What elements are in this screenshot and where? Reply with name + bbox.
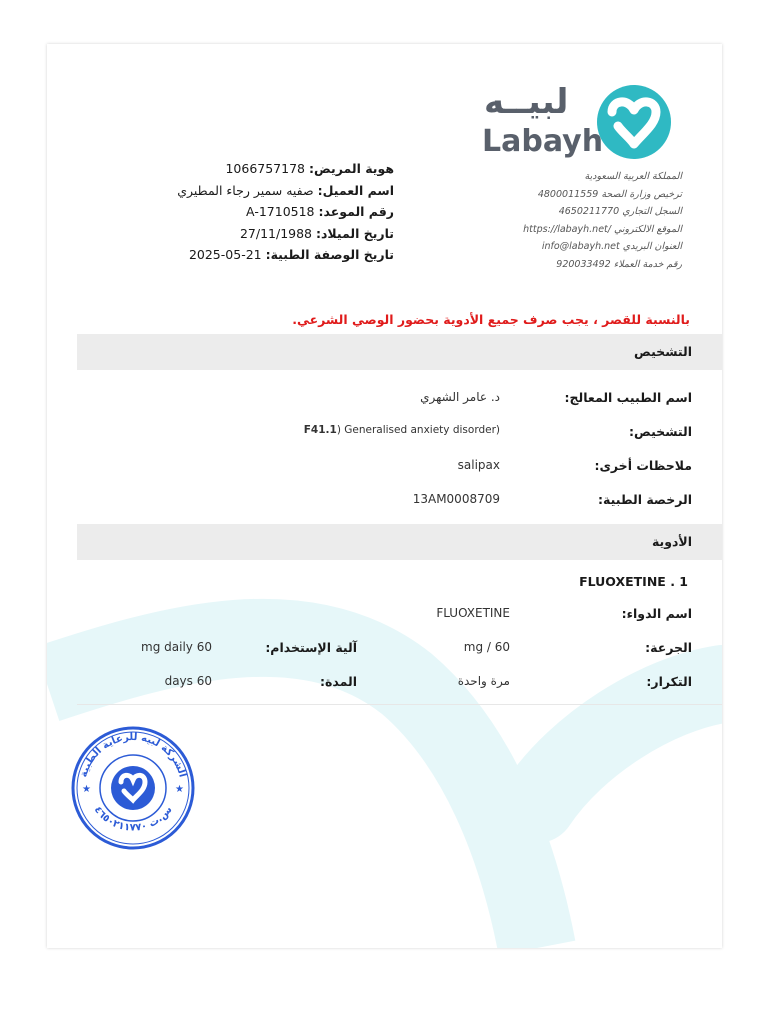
- frequency-row: [47, 674, 722, 694]
- patient-info: [94, 158, 394, 266]
- date-of-birth: 27/11/1988: [239, 225, 312, 241]
- medications-divider: [77, 704, 722, 705]
- doctor-label: اسم الطبيب المعالج:: [564, 390, 692, 405]
- company-line-cr: السجل التجاري 4650211770: [558, 206, 682, 217]
- drug-name: FLUOXETINE: [436, 606, 510, 620]
- company-line-email: العنوان البريدي info@labayh.net: [541, 241, 682, 252]
- drug-name-row: [47, 606, 722, 626]
- diagnosis-label: التشخيص:: [629, 424, 692, 439]
- heart-logo-icon: [596, 84, 672, 160]
- drug-name-label: اسم الدواء:: [621, 606, 692, 621]
- stamp-text-top: الشركة لبيه للرعاية الطبية: [78, 731, 188, 779]
- appointment-number: A-1710518: [246, 204, 315, 219]
- company-line-country: المملكة العربية السعودية: [584, 171, 682, 182]
- notes-row: [47, 458, 722, 478]
- prescription-sheet: [47, 44, 722, 948]
- dose-label: الجرعة:: [645, 640, 692, 655]
- medication-heading: FLUOXETINE . 1: [579, 574, 688, 589]
- logo-arabic-text: لبيــه: [484, 82, 569, 122]
- prescription-date: 21-05-2025: [188, 247, 262, 262]
- frequency-value: مرة واحدة: [457, 674, 510, 688]
- svg-text:★: ★: [82, 784, 91, 795]
- diagnosis-value: [304, 424, 500, 436]
- guardian-warning: بالنسبة للقصر ، يجب صرف جميع الأدوية بحضور الوصي الشرعي.: [292, 312, 690, 327]
- dose-value: mg / 60: [463, 640, 510, 654]
- patient-name: صفيه سمير رجاء المطيري: [177, 182, 314, 198]
- dose-row: [47, 640, 722, 660]
- patient-name-row: اسم العميل: صفيه سمير رجاء المطيري: [177, 182, 394, 198]
- notes-value: salipax: [457, 458, 500, 472]
- company-info: [422, 168, 682, 273]
- duration-label: المدة:: [320, 674, 357, 689]
- labayh-logo: [482, 84, 672, 164]
- license-value: 13AM0008709: [412, 492, 500, 506]
- stamp-text-bottom: س.ت ٤٦٥٠٢١١٧٧٠: [91, 804, 175, 834]
- dob-row: تاريخ الميلاد: 27/11/1988: [239, 225, 394, 241]
- diagnosis-text: ) Generalised anxiety disorder): [336, 424, 500, 436]
- svg-text:★: ★: [175, 784, 184, 795]
- usage-value: mg daily 60: [141, 640, 212, 654]
- medication-heading-row: [47, 574, 722, 594]
- company-line-moh-license: ترخيص وزارة الصحة 4800011559: [537, 188, 682, 200]
- diagnosis-row: [47, 424, 722, 444]
- license-row: [47, 492, 722, 512]
- logo-english-text: Labayh: [482, 124, 604, 159]
- patient-id-row: هوية المريض: 1066757178: [225, 161, 394, 176]
- diagnosis-code: F41.1: [303, 424, 337, 436]
- company-line-website: الموقع الالكتروني /https://labayh.net: [523, 223, 682, 235]
- doctor-row: [47, 390, 722, 410]
- usage-label: آلية الإستخدام:: [265, 640, 357, 655]
- duration-value: days 60: [164, 674, 212, 688]
- diagnosis-section-title: التشخيص: [634, 344, 692, 359]
- medications-section-title: الأدوية: [651, 534, 692, 549]
- notes-label: ملاحظات أخرى:: [594, 458, 692, 473]
- license-label: الرخصة الطبية:: [598, 492, 692, 507]
- doctor-name: د. عامر الشهري: [420, 390, 500, 404]
- frequency-label: التكرار:: [646, 674, 692, 689]
- medications-section-header: [77, 524, 722, 560]
- appointment-row: رقم الموعد: A-1710518: [246, 204, 394, 219]
- company-line-customer-service: رقم خدمة العملاء 920033492: [556, 258, 682, 270]
- company-stamp: [69, 724, 197, 852]
- diagnosis-section-header: [77, 334, 722, 370]
- patient-id: 1066757178: [225, 161, 305, 176]
- rx-date-row: تاريخ الوصفة الطبية: 21-05-2025: [188, 247, 394, 262]
